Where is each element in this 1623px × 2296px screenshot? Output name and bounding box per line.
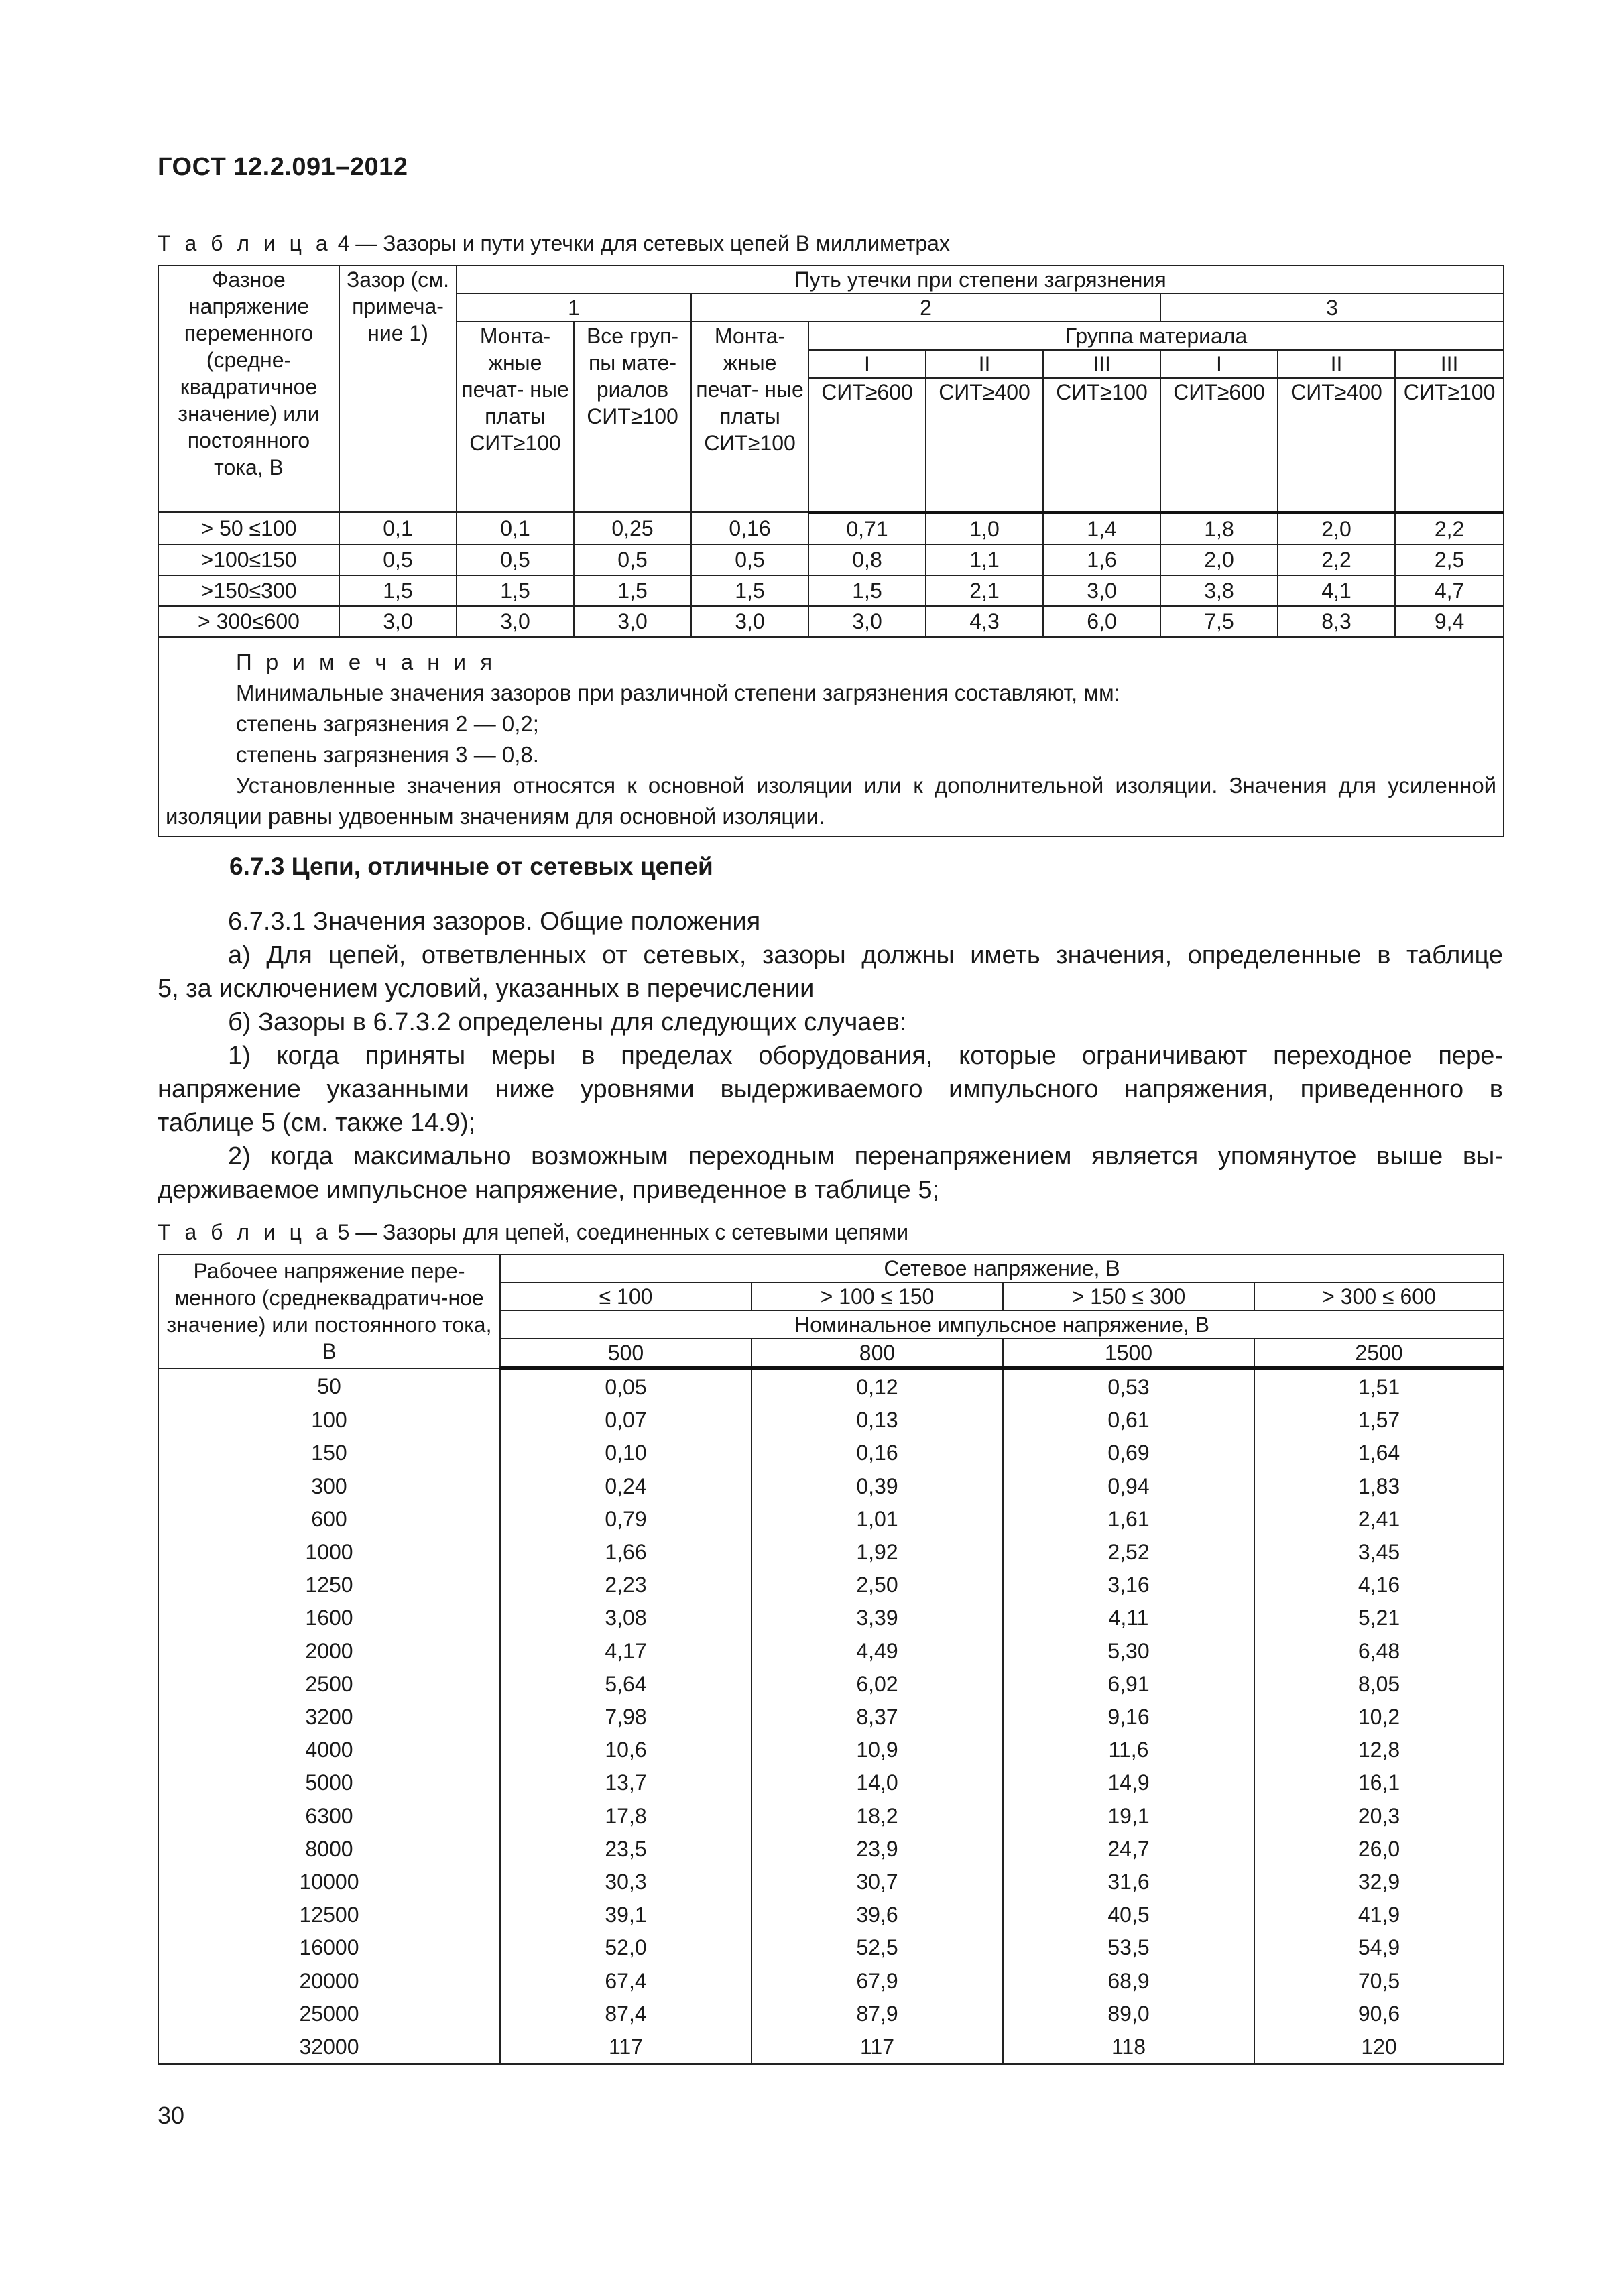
table-cell: 3,0 — [691, 606, 808, 637]
table-cell: 41,9 — [1254, 1898, 1504, 1931]
table-cell: 600 — [158, 1503, 500, 1536]
table4-caption-label: Т а б л и ц а — [158, 231, 332, 255]
table-cell: 3,0 — [457, 606, 574, 637]
table-cell: 2,0 — [1278, 512, 1395, 544]
table-cell: 0,61 — [1003, 1404, 1254, 1437]
table-cell: 2,50 — [752, 1569, 1003, 1602]
table-cell: 0,5 — [457, 544, 574, 575]
table-cell: 118 — [1003, 2031, 1254, 2064]
table5-caption-text: 5 — Зазоры для цепей, соединенных с сетевыми цепями — [331, 1220, 909, 1244]
table-cell: 4000 — [158, 1734, 500, 1766]
table-cell: 0,5 — [691, 544, 808, 575]
table-cell: 2,2 — [1278, 544, 1395, 575]
table-cell: 4,11 — [1003, 1602, 1254, 1634]
table-cell: 0,8 — [808, 544, 926, 575]
table-cell: 0,05 — [500, 1368, 752, 1404]
table-cell: 0,1 — [457, 512, 574, 544]
table-cell: 5,64 — [500, 1668, 752, 1701]
table-cell: 14,0 — [752, 1766, 1003, 1799]
table-cell: 1,01 — [752, 1503, 1003, 1536]
table-cell: 100 — [158, 1404, 500, 1437]
t4-head-degree-3: 3 — [1160, 294, 1504, 322]
t4-head-group: I — [1160, 350, 1278, 378]
table5-row — [158, 1766, 1504, 1799]
para-line: б) Зазоры в 6.7.3.2 определены для следующих случаев: — [228, 1008, 907, 1036]
table-cell: 3,8 — [1160, 575, 1278, 606]
t4-head-material-group: Группа материала — [808, 322, 1504, 350]
subsection-heading: 6.7.3.1 Значения зазоров. Общие положения — [228, 908, 761, 936]
t4-head-group: II — [1278, 350, 1395, 378]
table5-row — [158, 2031, 1504, 2064]
t5-head-mains-range: > 100 ≤ 150 — [752, 1282, 1003, 1311]
t4-notes-title: П р и м е ч а н и я — [236, 649, 497, 674]
para-line: напряжение указанными ниже уровнями выдерживаемого импульсного напряжения, приведенного в — [158, 1075, 1503, 1103]
table-cell: 4,1 — [1278, 575, 1395, 606]
table-cell: 30,7 — [752, 1866, 1003, 1898]
t4-head-cti: СИТ≥600 — [808, 378, 926, 512]
table-cell: 20,3 — [1254, 1800, 1504, 1833]
table-cell: 39,1 — [500, 1898, 752, 1931]
table-cell: 1000 — [158, 1536, 500, 1569]
t5-head-mains-range: > 300 ≤ 600 — [1254, 1282, 1504, 1311]
table-cell: 3,39 — [752, 1602, 1003, 1634]
table-cell: 26,0 — [1254, 1833, 1504, 1866]
table-cell: 9,16 — [1003, 1701, 1254, 1734]
t4-head-d2-mounted: Монта- жные печат- ные платы СИТ≥100 — [691, 322, 808, 512]
t4-head-degree-2: 2 — [691, 294, 1160, 322]
table-cell: 10,6 — [500, 1734, 752, 1766]
table-cell: 10,2 — [1254, 1701, 1504, 1734]
t4-head-cti: СИТ≥400 — [926, 378, 1043, 512]
table-cell: 1,1 — [926, 544, 1043, 575]
table-cell: 1,92 — [752, 1536, 1003, 1569]
table-cell: 2,5 — [1395, 544, 1504, 575]
table-cell: 6,02 — [752, 1668, 1003, 1701]
table-4 — [158, 265, 1504, 837]
para-line: 1) когда приняты меры в пределах оборудования, которые ограничивают переходное пере- — [228, 1042, 1503, 1070]
table-cell: 1600 — [158, 1602, 500, 1634]
table-cell: 3,08 — [500, 1602, 752, 1634]
t5-head-impulse-value: 2500 — [1254, 1339, 1504, 1368]
table5-row — [158, 1437, 1504, 1469]
table-cell: 0,10 — [500, 1437, 752, 1469]
table-cell: 0,16 — [752, 1437, 1003, 1469]
table-cell: 1,61 — [1003, 1503, 1254, 1536]
table-cell: 1,4 — [1043, 512, 1160, 544]
table-cell: 0,07 — [500, 1404, 752, 1437]
table-cell: 12,8 — [1254, 1734, 1504, 1766]
table-cell: 54,9 — [1254, 1931, 1504, 1964]
table-cell: 5,21 — [1254, 1602, 1504, 1634]
para-line: а) Для цепей, ответвленных от сетевых, зазоры должны иметь значения, определенные в таблице — [228, 941, 1503, 969]
table-cell: >100≤150 — [158, 544, 339, 575]
table-cell: 2500 — [158, 1668, 500, 1701]
table-cell: 89,0 — [1003, 1998, 1254, 2031]
table5-row — [158, 1569, 1504, 1602]
table-cell: 1,6 — [1043, 544, 1160, 575]
table-cell: 6,91 — [1003, 1668, 1254, 1701]
table5-row — [158, 1898, 1504, 1931]
table-cell: 120 — [1254, 2031, 1504, 2064]
table5-row — [158, 1833, 1504, 1866]
table5-row — [158, 1635, 1504, 1668]
table-cell: 0,16 — [691, 512, 808, 544]
table4-row — [158, 606, 1504, 637]
table5-row — [158, 1503, 1504, 1536]
t5-head-impulse: Номинальное импульсное напряжение, В — [500, 1311, 1504, 1339]
table-cell: 8,3 — [1278, 606, 1395, 637]
table5-row — [158, 1404, 1504, 1437]
table5-caption-label: Т а б л и ц а — [158, 1220, 332, 1244]
table-cell: 0,71 — [808, 512, 926, 544]
table-cell: 18,2 — [752, 1800, 1003, 1833]
t4-notes — [158, 637, 1504, 837]
table-cell: 300 — [158, 1470, 500, 1503]
table-cell: > 300≤600 — [158, 606, 339, 637]
table5-row — [158, 1800, 1504, 1833]
table-cell: 67,9 — [752, 1965, 1003, 1998]
table-cell: 3,0 — [808, 606, 926, 637]
table-cell: 4,16 — [1254, 1569, 1504, 1602]
table-cell: 117 — [500, 2031, 752, 2064]
table-cell: 5000 — [158, 1766, 500, 1799]
table5-row — [158, 1668, 1504, 1701]
table-cell: 19,1 — [1003, 1800, 1254, 1833]
table-cell: 8,37 — [752, 1701, 1003, 1734]
table-cell: 40,5 — [1003, 1898, 1254, 1931]
table-cell: 10000 — [158, 1866, 500, 1898]
table-cell: 1,66 — [500, 1536, 752, 1569]
table-cell: 6,0 — [1043, 606, 1160, 637]
table4-caption-text: 4 — Зазоры и пути утечки для сетевых цепей В миллиметрах — [331, 231, 950, 255]
table-cell: 117 — [752, 2031, 1003, 2064]
table-cell: 20000 — [158, 1965, 500, 1998]
table-cell: 3,16 — [1003, 1569, 1254, 1602]
table-cell: 0,5 — [339, 544, 457, 575]
table-cell: 0,79 — [500, 1503, 752, 1536]
table5-row — [158, 1602, 1504, 1634]
table-cell: 0,39 — [752, 1470, 1003, 1503]
table-cell: 0,13 — [752, 1404, 1003, 1437]
t5-head-mains-range: ≤ 100 — [500, 1282, 752, 1311]
t5-head-impulse-value: 800 — [752, 1339, 1003, 1368]
table-cell: 67,4 — [500, 1965, 752, 1998]
table-cell: 3,0 — [574, 606, 691, 637]
table-cell: 1,51 — [1254, 1368, 1504, 1404]
table-cell: 0,12 — [752, 1368, 1003, 1404]
table-cell: 39,6 — [752, 1898, 1003, 1931]
table-cell: 1,83 — [1254, 1470, 1504, 1503]
table-cell: 24,7 — [1003, 1833, 1254, 1866]
table-cell: 14,9 — [1003, 1766, 1254, 1799]
table-cell: 87,9 — [752, 1998, 1003, 2031]
table-cell: 1,5 — [574, 575, 691, 606]
table-cell: 25000 — [158, 1998, 500, 2031]
section-heading: 6.7.3 Цепи, отличные от сетевых цепей — [229, 853, 713, 880]
table-cell: 70,5 — [1254, 1965, 1504, 1998]
table-cell: 52,0 — [500, 1931, 752, 1964]
table-cell: 32000 — [158, 2031, 500, 2064]
t4-note-line: Установленные значения относятся к основной изоляции или к дополнительной изоляции. Значения для усиленной изоляции равны удвоенным значениям для основной изоляции. — [166, 772, 1497, 829]
table-cell: 1250 — [158, 1569, 500, 1602]
table-cell: 7,98 — [500, 1701, 752, 1734]
table-cell: 1,57 — [1254, 1404, 1504, 1437]
table-cell: 4,3 — [926, 606, 1043, 637]
t4-head-cti: СИТ≥600 — [1160, 378, 1278, 512]
table-cell: 2000 — [158, 1635, 500, 1668]
t4-head-group: II — [926, 350, 1043, 378]
table-cell: 12500 — [158, 1898, 500, 1931]
table-cell: 8,05 — [1254, 1668, 1504, 1701]
t4-head-creepage: Путь утечки при степени загрязнения — [457, 265, 1504, 294]
table5-row — [158, 1701, 1504, 1734]
table-cell: 0,53 — [1003, 1368, 1254, 1404]
table-cell: 6300 — [158, 1800, 500, 1833]
page-number: 30 — [158, 2102, 185, 2129]
table-cell: 2,1 — [926, 575, 1043, 606]
table-cell: 9,4 — [1395, 606, 1504, 637]
table-cell: 150 — [158, 1437, 500, 1469]
t5-head-impulse-value: 1500 — [1003, 1339, 1254, 1368]
para-line: 5, за исключением условий, указанных в перечислении — [158, 975, 815, 1003]
table-cell: 7,5 — [1160, 606, 1278, 637]
table-cell: 52,5 — [752, 1931, 1003, 1964]
table5-caption — [158, 1219, 908, 1246]
table-cell: 2,2 — [1395, 512, 1504, 544]
table5-row — [158, 1931, 1504, 1964]
table-cell: 8000 — [158, 1833, 500, 1866]
table-cell: 1,8 — [1160, 512, 1278, 544]
table-cell: 4,17 — [500, 1635, 752, 1668]
t4-head-group: III — [1043, 350, 1160, 378]
table-cell: 3200 — [158, 1701, 500, 1734]
t4-head-clearance: Зазор (см. примеча- ние 1) — [339, 265, 457, 512]
t4-head-cti: СИТ≥400 — [1278, 378, 1395, 512]
t5-head-mains: Сетевое напряжение, В — [500, 1254, 1504, 1282]
table-cell: 53,5 — [1003, 1931, 1254, 1964]
table-cell: 1,5 — [339, 575, 457, 606]
table-cell: 10,9 — [752, 1734, 1003, 1766]
t4-head-cti: СИТ≥100 — [1395, 378, 1504, 512]
para-line: таблице 5 (см. также 14.9); — [158, 1109, 476, 1137]
table-cell: 68,9 — [1003, 1965, 1254, 1998]
table-cell: 1,5 — [691, 575, 808, 606]
table-cell: 3,45 — [1254, 1536, 1504, 1569]
table4-row — [158, 575, 1504, 606]
table-cell: 1,0 — [926, 512, 1043, 544]
table-cell: 2,23 — [500, 1569, 752, 1602]
t4-head-d1-mounted: Монта- жные печат- ные платы СИТ≥100 — [457, 322, 574, 512]
t5-head-mains-range: > 150 ≤ 300 — [1003, 1282, 1254, 1311]
table-cell: 2,41 — [1254, 1503, 1504, 1536]
table-cell: 4,7 — [1395, 575, 1504, 606]
t4-note-line: степень загрязнения 3 — 0,8. — [236, 741, 539, 767]
section-body — [158, 905, 1503, 1207]
table-cell: 16,1 — [1254, 1766, 1504, 1799]
table5-row — [158, 1368, 1504, 1404]
para-line: 2) когда максимально возможным переходным перенапряжением является упомянутое выше вы- — [228, 1142, 1503, 1170]
table-cell: 30,3 — [500, 1866, 752, 1898]
table-cell: 23,9 — [752, 1833, 1003, 1866]
t4-head-cti: СИТ≥100 — [1043, 378, 1160, 512]
table-cell: 23,5 — [500, 1833, 752, 1866]
document-id-header: ГОСТ 12.2.091–2012 — [158, 153, 408, 181]
table4-caption — [158, 230, 950, 257]
table-cell: 11,6 — [1003, 1734, 1254, 1766]
table5-row — [158, 1470, 1504, 1503]
t5-head-impulse-value: 500 — [500, 1339, 752, 1368]
t5-head-voltage: Рабочее напряжение пере- менного (среднеквадратич-ное значение) или постоянного тока, В — [158, 1254, 500, 1368]
table-cell: 0,25 — [574, 512, 691, 544]
para-line: держиваемое импульсное напряжение, приведенное в таблице 5; — [158, 1176, 940, 1204]
table-cell: 2,52 — [1003, 1536, 1254, 1569]
table5-row — [158, 1734, 1504, 1766]
table-cell: 90,6 — [1254, 1998, 1504, 2031]
table-cell: 1,5 — [808, 575, 926, 606]
table-cell: 0,94 — [1003, 1470, 1254, 1503]
t4-note-line: степень загрязнения 2 — 0,2; — [236, 711, 539, 736]
table-cell: 13,7 — [500, 1766, 752, 1799]
table-cell: 1,5 — [457, 575, 574, 606]
table-cell: 2,0 — [1160, 544, 1278, 575]
t4-note-line: Минимальные значения зазоров при различной степени загрязнения составляют, мм: — [236, 680, 1120, 705]
t4-head-voltage: Фазное напряжение переменного (средне- квадратичное значение) или постоянного тока, В — [158, 265, 339, 512]
table-cell: 0,5 — [574, 544, 691, 575]
table-cell: 16000 — [158, 1931, 500, 1964]
table-cell: >150≤300 — [158, 575, 339, 606]
t4-head-degree-1: 1 — [457, 294, 691, 322]
t4-head-group: I — [808, 350, 926, 378]
table-cell: 5,30 — [1003, 1635, 1254, 1668]
table-cell: 50 — [158, 1368, 500, 1404]
table-cell: 4,49 — [752, 1635, 1003, 1668]
table4-row — [158, 512, 1504, 544]
table-cell: 31,6 — [1003, 1866, 1254, 1898]
table5-row — [158, 1998, 1504, 2031]
table5-row — [158, 1536, 1504, 1569]
table-cell: 6,48 — [1254, 1635, 1504, 1668]
table-cell: 87,4 — [500, 1998, 752, 2031]
table-cell: 0,69 — [1003, 1437, 1254, 1469]
table-5 — [158, 1254, 1504, 2065]
table5-row — [158, 1866, 1504, 1898]
table4-row — [158, 544, 1504, 575]
table-cell: > 50 ≤100 — [158, 512, 339, 544]
table-cell: 1,64 — [1254, 1437, 1504, 1469]
table5-row — [158, 1965, 1504, 1998]
t4-head-group: III — [1395, 350, 1504, 378]
table-cell: 3,0 — [1043, 575, 1160, 606]
table-cell: 0,1 — [339, 512, 457, 544]
table-cell: 3,0 — [339, 606, 457, 637]
table-cell: 32,9 — [1254, 1866, 1504, 1898]
table-cell: 17,8 — [500, 1800, 752, 1833]
t4-head-d1-all-groups: Все груп- пы мате- риалов СИТ≥100 — [574, 322, 691, 512]
table-cell: 0,24 — [500, 1470, 752, 1503]
